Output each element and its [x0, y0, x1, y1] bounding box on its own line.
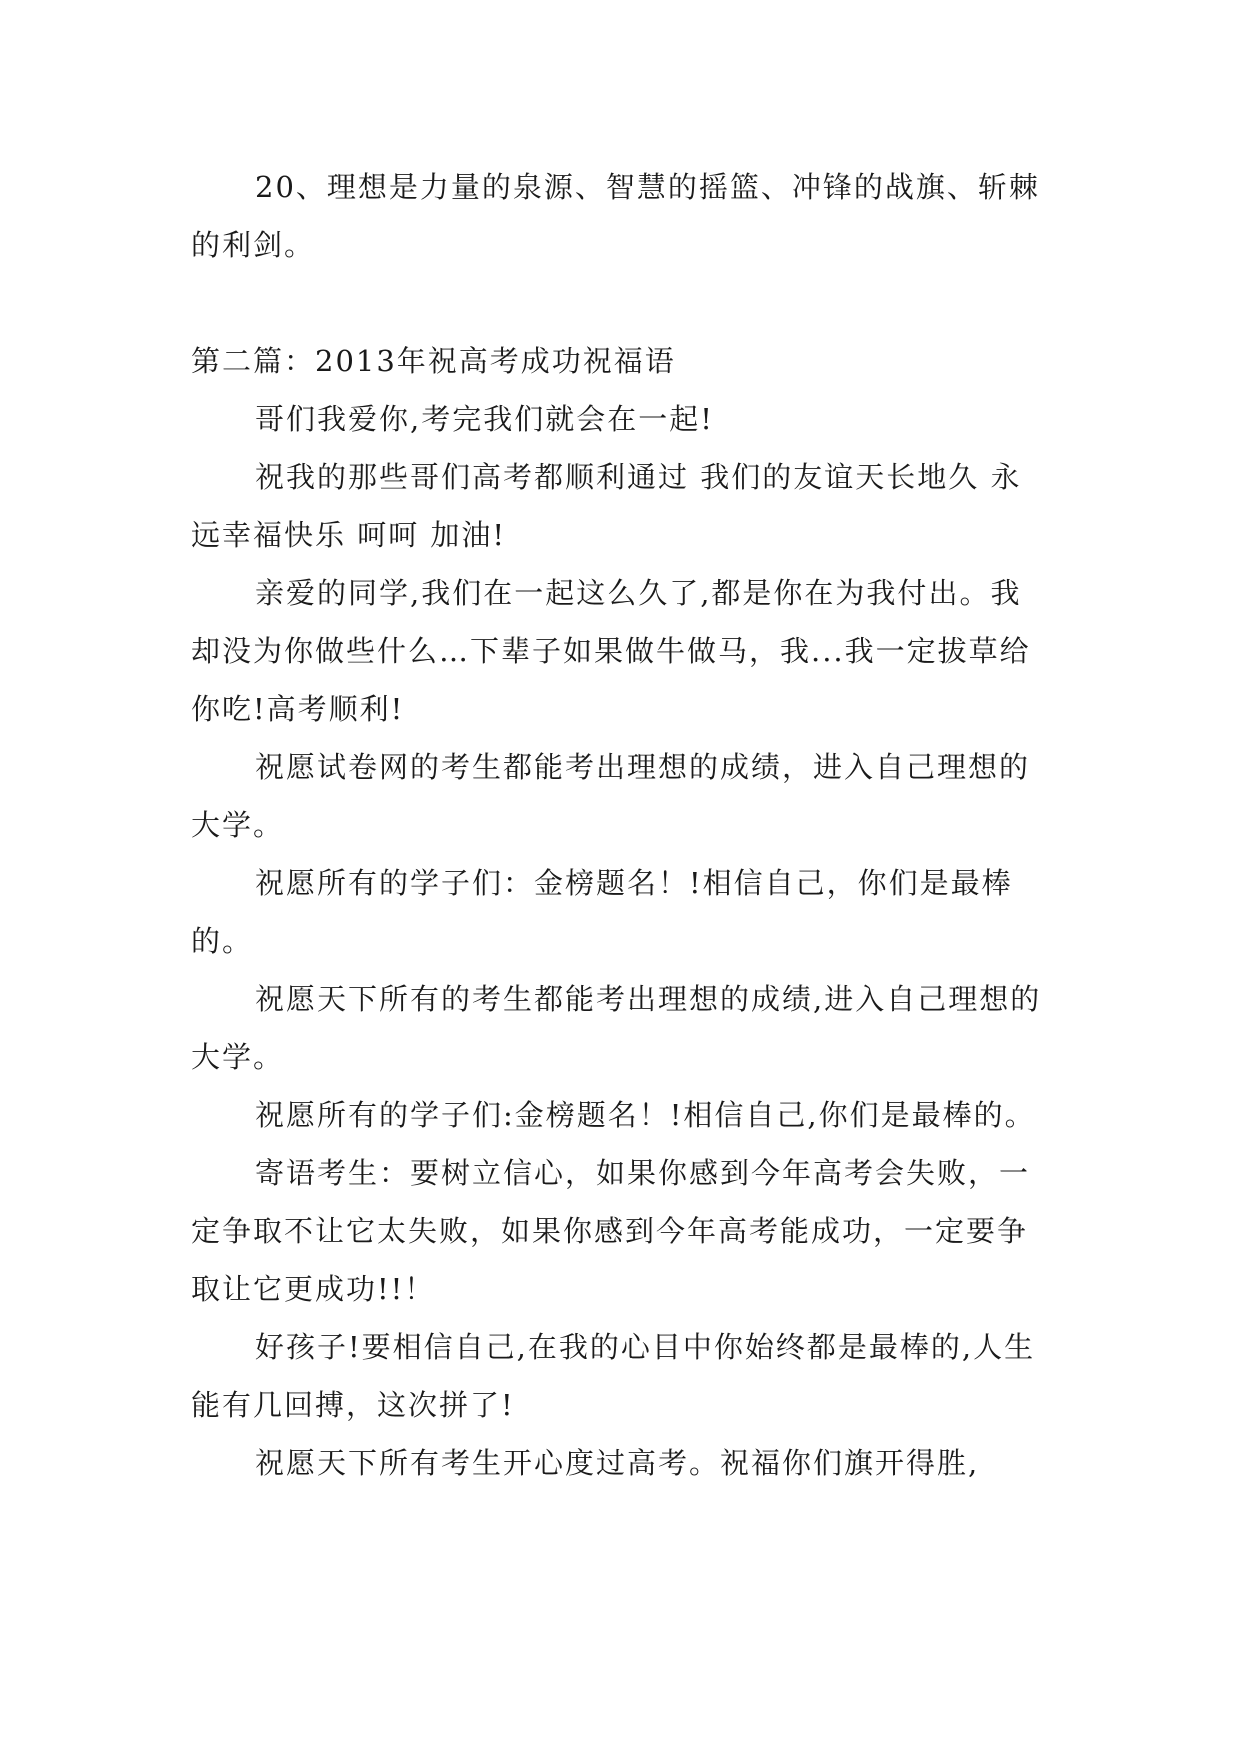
paragraph: 祝愿试卷网的考生都能考出理想的成绩，进入自己理想的大学。: [191, 750, 1031, 842]
paragraph: 祝愿所有的学子们:金榜题名！!相信自己,你们是最棒的。: [255, 1098, 1036, 1132]
paragraph-20: 20、理想是力量的泉源、智慧的摇篮、冲锋的战旗、斩棘的利剑。: [191, 170, 1040, 262]
paragraph: 亲爱的同学,我们在一起这么久了,都是你在为我付出。我却没为你做些什么…下辈子如果做牛做马，我...我一定拔草给你吃!高考顺利!: [191, 576, 1031, 726]
paragraph: 祝我的那些哥们高考都顺利通过 我们的友谊天长地久 永远幸福快乐 呵呵 加油!: [191, 460, 1022, 552]
section-title: 第二篇：2013年祝高考成功祝福语: [191, 344, 676, 378]
paragraph: 寄语考生：要树立信心，如果你感到今年高考会失败，一定争取不让它太失败，如果你感到今年高考能成功，一定要争取让它更成功!!！: [191, 1156, 1031, 1306]
document-body: [191, 158, 1051, 1492]
paragraph: 祝愿天下所有考生开心度过高考。祝福你们旗开得胜,: [255, 1446, 980, 1480]
paragraph: 好孩子!要相信自己,在我的心目中你始终都是最棒的,人生能有几回搏，这次拼了!: [191, 1330, 1036, 1422]
paragraph: 哥们我爱你,考完我们就会在一起!: [255, 402, 714, 436]
paragraph: 祝愿所有的学子们：金榜题名！!相信自己，你们是最棒的。: [191, 866, 1013, 958]
paragraph: 祝愿天下所有的考生都能考出理想的成绩,进入自己理想的大学。: [191, 982, 1042, 1074]
